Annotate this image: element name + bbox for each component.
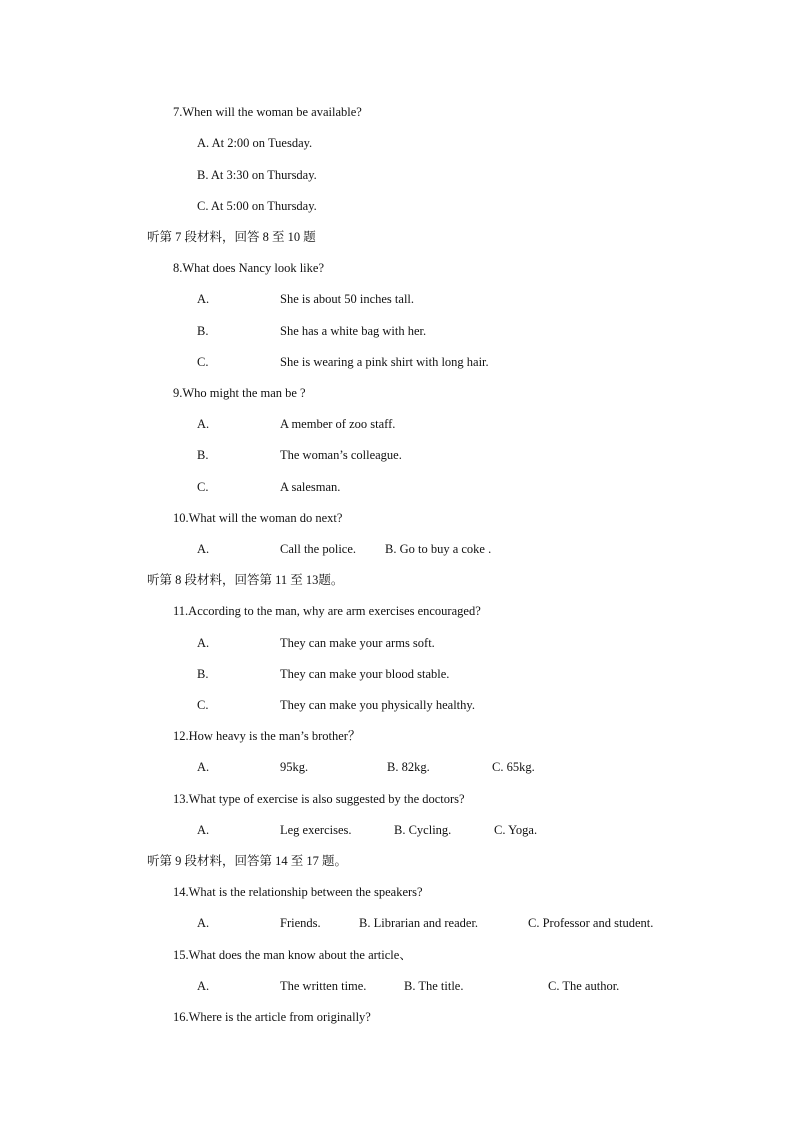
q13-option-a-letter: A. — [197, 823, 210, 837]
q15-option-a-text: The written time. — [280, 979, 367, 993]
q12-option-a-letter: A. — [197, 760, 210, 774]
section-heading-7: 听第 7 段材料，回答 8 至 10 题 — [147, 230, 316, 244]
q8-option-b-letter: B. — [197, 324, 209, 338]
q7-option-c: C. At 5:00 on Thursday. — [197, 199, 317, 213]
q15-option-c: C. The author. — [548, 979, 620, 993]
q9-option-b-letter: B. — [197, 448, 209, 462]
question-9: 9.Who might the man be ? — [173, 386, 306, 400]
q13-option-c: C. Yoga. — [494, 823, 538, 837]
q14-option-c: C. Professor and student. — [528, 916, 654, 930]
q14-option-a-text: Friends. — [280, 916, 321, 930]
question-11: 11.According to the man, why are arm exercises encouraged? — [173, 604, 481, 618]
q11-option-a-text: They can make your arms soft. — [280, 636, 435, 650]
q8-option-c-text: She is wearing a pink shirt with long hair. — [280, 355, 489, 369]
q11-option-c-letter: C. — [197, 698, 209, 712]
q13-option-b: B. Cycling. — [394, 823, 452, 837]
q11-option-b-text: They can make your blood stable. — [280, 667, 450, 681]
q12-option-b: B. 82kg. — [387, 760, 430, 774]
q15-option-b: B. The title. — [404, 979, 464, 993]
q9-option-c-text: A salesman. — [280, 480, 341, 494]
question-16: 16.Where is the article from originally? — [173, 1010, 371, 1024]
q12-option-c: C. 65kg. — [492, 760, 535, 774]
section-heading-8: 听第 8 段材料，回答第 11 至 13题。 — [147, 573, 344, 587]
question-13: 13.What type of exercise is also suggested by the doctors? — [173, 792, 465, 806]
q8-option-c-letter: C. — [197, 355, 209, 369]
q8-option-b-text: She has a white bag with her. — [280, 324, 427, 338]
q14-option-b: B. Librarian and reader. — [359, 916, 479, 930]
q11-option-c-text: They can make you physically healthy. — [280, 698, 475, 712]
question-15: 15.What does the man know about the article、 — [173, 948, 412, 962]
q13-option-a-text: Leg exercises. — [280, 823, 352, 837]
q9-option-b-text: The woman’s colleague. — [280, 448, 402, 462]
question-10: 10.What will the woman do next? — [173, 511, 343, 525]
question-7: 7.When will the woman be available? — [173, 105, 362, 119]
q9-option-c-letter: C. — [197, 480, 209, 494]
q15-option-a-letter: A. — [197, 979, 210, 993]
q14-option-a-letter: A. — [197, 916, 210, 930]
q8-option-a-letter: A. — [197, 292, 210, 306]
question-14: 14.What is the relationship between the speakers? — [173, 885, 423, 899]
q8-option-a-text: She is about 50 inches tall. — [280, 292, 415, 306]
q12-option-a-text: 95kg. — [280, 760, 309, 774]
q10-option-a-text: Call the police. — [280, 542, 357, 556]
q11-option-b-letter: B. — [197, 667, 209, 681]
section-heading-9: 听第 9 段材料，回答第 14 至 17 题。 — [147, 854, 348, 868]
q9-option-a-text: A member of zoo staff. — [280, 417, 396, 431]
q11-option-a-letter: A. — [197, 636, 210, 650]
question-8: 8.What does Nancy look like? — [173, 261, 324, 275]
q7-option-a: A. At 2:00 on Tuesday. — [197, 136, 313, 150]
q10-option-a-letter: A. — [197, 542, 210, 556]
q10-option-b: B. Go to buy a coke . — [385, 542, 492, 556]
q9-option-a-letter: A. — [197, 417, 210, 431]
question-12: 12.How heavy is the man’s brother？ — [173, 729, 361, 743]
q7-option-b: B. At 3:30 on Thursday. — [197, 168, 317, 182]
